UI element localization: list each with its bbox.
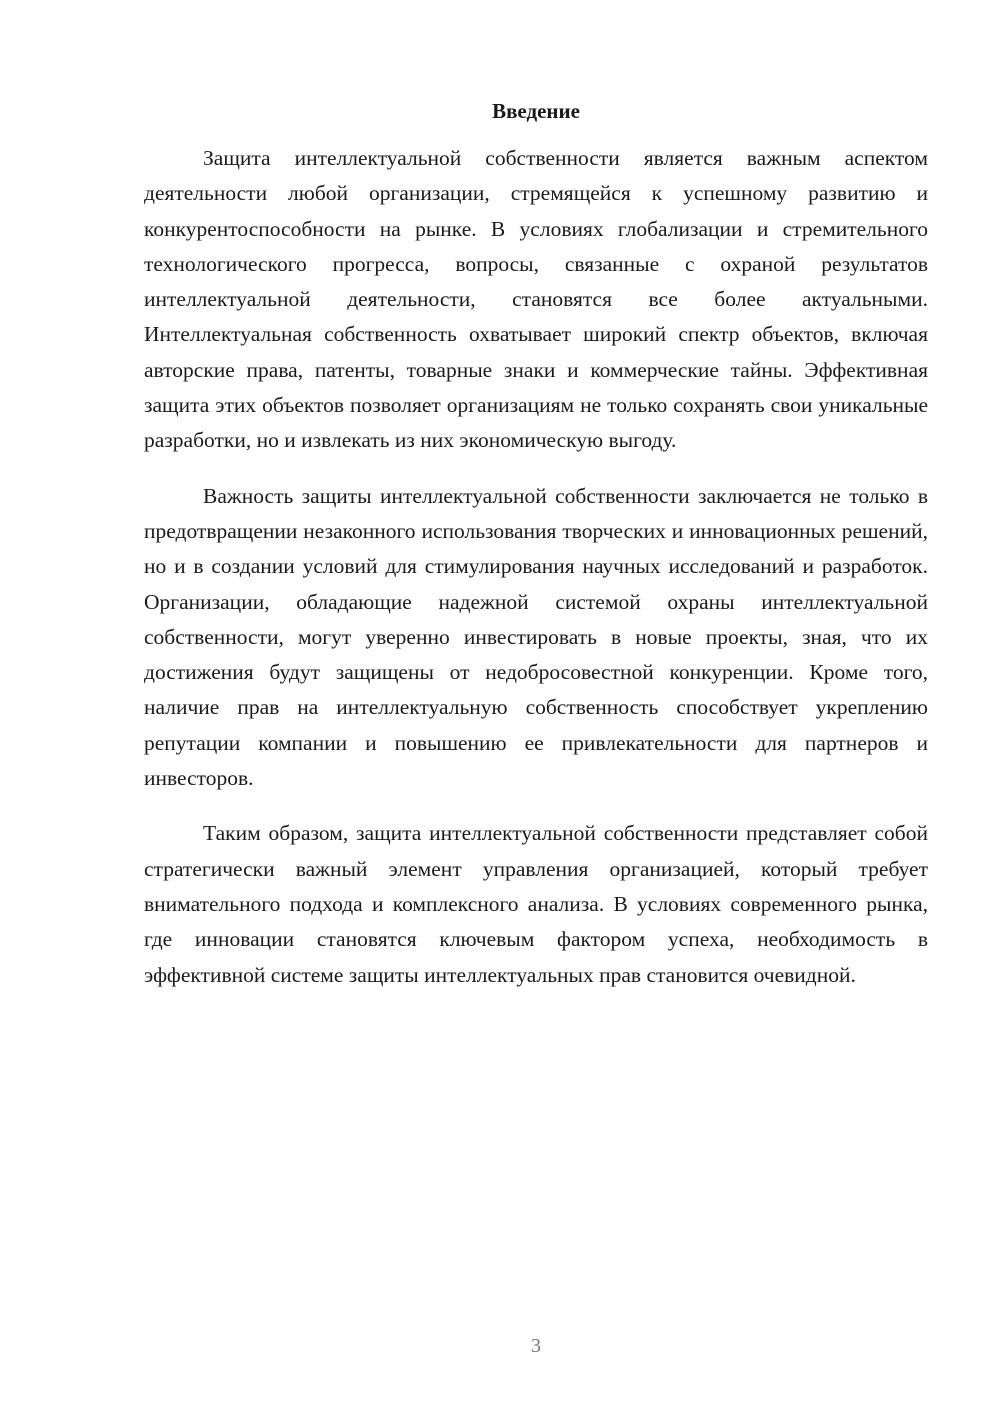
page-number: 3 [531,1335,541,1357]
paragraph-2: Важность защиты интеллектуальной собственности заключается не только в предотвращении незаконного использования творческих и инновационных решений, но и в создании условий для стимулирования научных исследований и разработок. Организации, обладающие надежной системой охраны интеллектуальной собственности, могут уверенно инвестировать в новые проекты, зная, что их достижения будут защищены от недобросовестной конкуренции. Кроме того, наличие прав на интеллектуальную собственность способствует укреплению репутации компании и повышению ее привлекательности для партнеров и инвесторов. [144,483,928,791]
paragraph-1: Защита интеллектуальной собственности является важным аспектом деятельности любой организации, стремящейся к успешному развитию и конкурентоспособности на рынке. В условиях глобализации и стремительного технологического прогресса, вопросы, связанные с охраной результатов интеллектуальной деятельности, становятся все более актуальными. Интеллектуальная собственность охватывает широкий спектр объектов, включая авторские права, патенты, товарные знаки и коммерческие тайны. Эффективная защита этих объектов позволяет организациям не только сохранять свои уникальные разработки, но и извлекать из них экономическую выгоду. [144,146,928,453]
paragraph-3: Таким образом, защита интеллектуальной собственности представляет собой стратегически важный элемент управления организацией, который требует внимательного подхода и комплексного анализа. В условиях современного рынка, где инновации становятся ключевым фактором успеха, необходимость в эффективной системе защиты интеллектуальных прав становится очевидной. [144,821,928,987]
body-text [144,141,928,1013]
section-title: Введение [492,99,580,123]
